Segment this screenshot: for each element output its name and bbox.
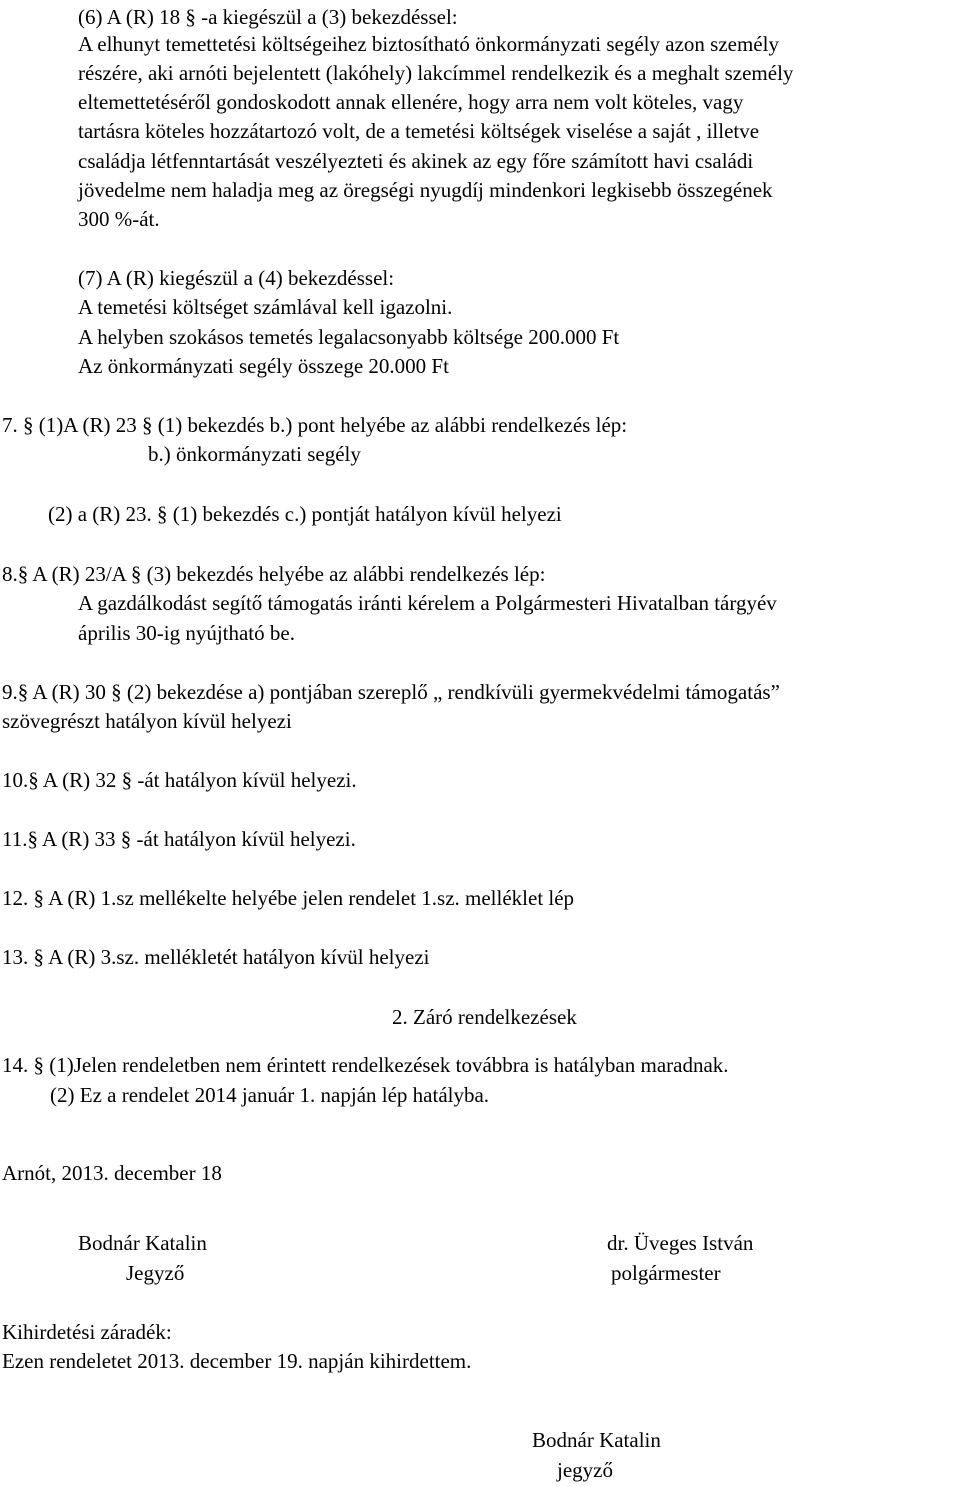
section6-heading: (6) A (R) 18 § -a kiegészül a (3) bekezdéssel: [78,5,458,29]
promulgation-heading: Kihirdetési záradék: [2,1320,172,1344]
item9-line: 9.§ A (R) 30 § (2) bekezdése a) pontjában szereplő „ rendkívüli gyermekvédelmi támogatás” [2,680,780,704]
item10: 10.§ A (R) 32 § -át hatályon kívül helyezi. [2,768,357,792]
section7-line: A helyben szokásos temetés legalacsonyabb költsége 200.000 Ft [78,325,620,349]
section6-line: A elhunyt temettetési költségeihez biztosítható önkormányzati segély azon személy [78,32,779,56]
section-title: 2. Záró rendelkezések [392,1005,577,1029]
section6-line: jövedelme nem haladja meg az öregségi nyugdíj mindenkori legkisebb összegének [78,178,773,202]
section7-line: A temetési költséget számlával kell igazolni. [78,295,453,319]
item11: 11.§ A (R) 33 § -át hatályon kívül helyezi. [2,827,356,851]
item14-line: (2) Ez a rendelet 2014 január 1. napján lép hatályba. [50,1083,490,1107]
signature-left-name: Bodnár Katalin [78,1231,207,1255]
item12: 12. § A (R) 1.sz mellékelte helyébe jelen rendelet 1.sz. melléklet lép [2,886,575,910]
place-date: Arnót, 2013. december 18 [2,1161,222,1185]
item7-line: 7. § (1)A (R) 23 § (1) bekezdés b.) pont helyébe az alábbi rendelkezés lép: [2,413,628,437]
item8-line: A gazdálkodást segítő támogatás iránti kérelem a Polgármesteri Hivatalban tárgyév [78,591,777,615]
promulgation-signer-name: Bodnár Katalin [532,1428,661,1452]
signature-right-title: polgármester [611,1261,721,1285]
item8-line: 8.§ A (R) 23/A § (3) bekezdés helyébe az alábbi rendelkezés lép: [2,562,546,586]
item7-subpoint: b.) önkormányzati segély [148,442,361,466]
section6-line: családja létfenntartását veszélyezteti és akinek az egy főre számított havi családi [78,149,754,173]
item14-line: 14. § (1)Jelen rendeletben nem érintett rendelkezések továbbra is hatályban maradnak. [2,1053,729,1077]
promulgation-text: Ezen rendeletet 2013. december 19. napján kihirdettem. [2,1349,472,1373]
section6-line: tartásra köteles hozzátartozó volt, de a temetési költségek viselése a saját , illetve [78,119,760,143]
section6-line: eltemettetéséről gondoskodott annak ellenére, hogy arra nem volt köteles, vagy [78,90,744,114]
item7-paragraph2: (2) a (R) 23. § (1) bekezdés c.) pontját hatályon kívül helyezi [48,502,562,526]
item8-line: április 30-ig nyújtható be. [78,621,295,645]
signature-right-name: dr. Üveges István [607,1231,754,1255]
item13: 13. § A (R) 3.sz. mellékletét hatályon kívül helyezi [2,945,430,969]
promulgation-signer-title: jegyző [557,1458,613,1482]
section6-line: 300 %-át. [78,207,160,231]
section7-heading: (7) A (R) kiegészül a (4) bekezdéssel: [78,266,395,290]
section7-line: Az önkormányzati segély összege 20.000 Ft [78,354,449,378]
signature-left-title: Jegyző [126,1261,185,1285]
section6-line: részére, aki arnóti bejelentett (lakóhely) lakcímmel rendelkezik és a meghalt személy [78,61,794,85]
item9-line: szövegrészt hatályon kívül helyezi [2,709,292,733]
